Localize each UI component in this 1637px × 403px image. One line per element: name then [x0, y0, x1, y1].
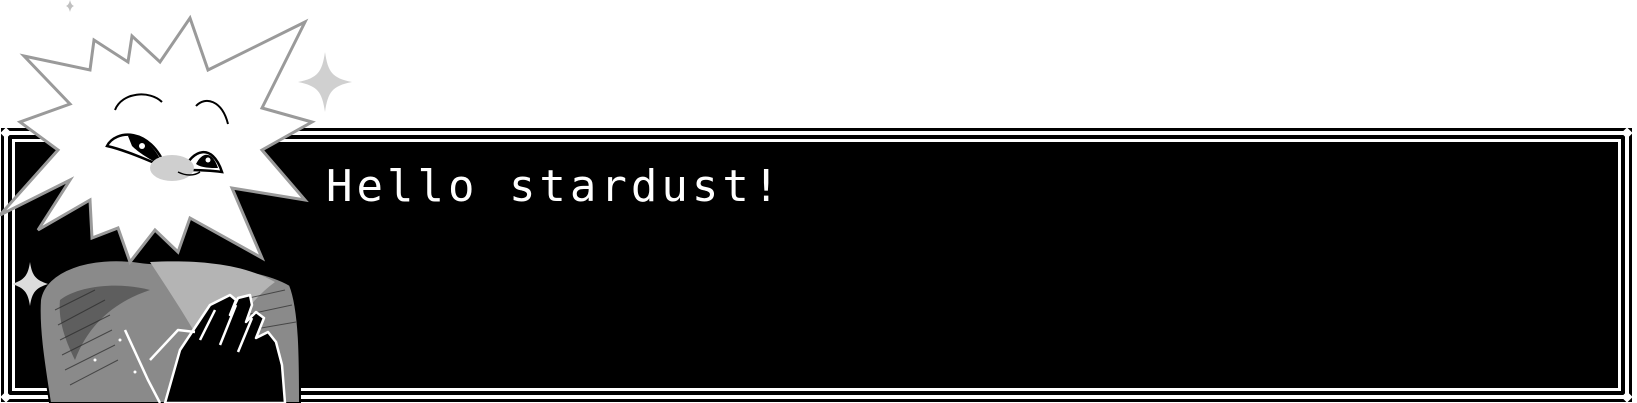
sparkle-icon: [298, 52, 352, 112]
sparkle-icon: [66, 0, 74, 12]
corner-ornament: [1621, 127, 1632, 138]
character-head: [0, 18, 312, 262]
star-character-portrait: [0, 0, 360, 403]
corner-ornament: [1621, 391, 1632, 402]
dialogue-text: Hello stardust!: [326, 161, 784, 212]
